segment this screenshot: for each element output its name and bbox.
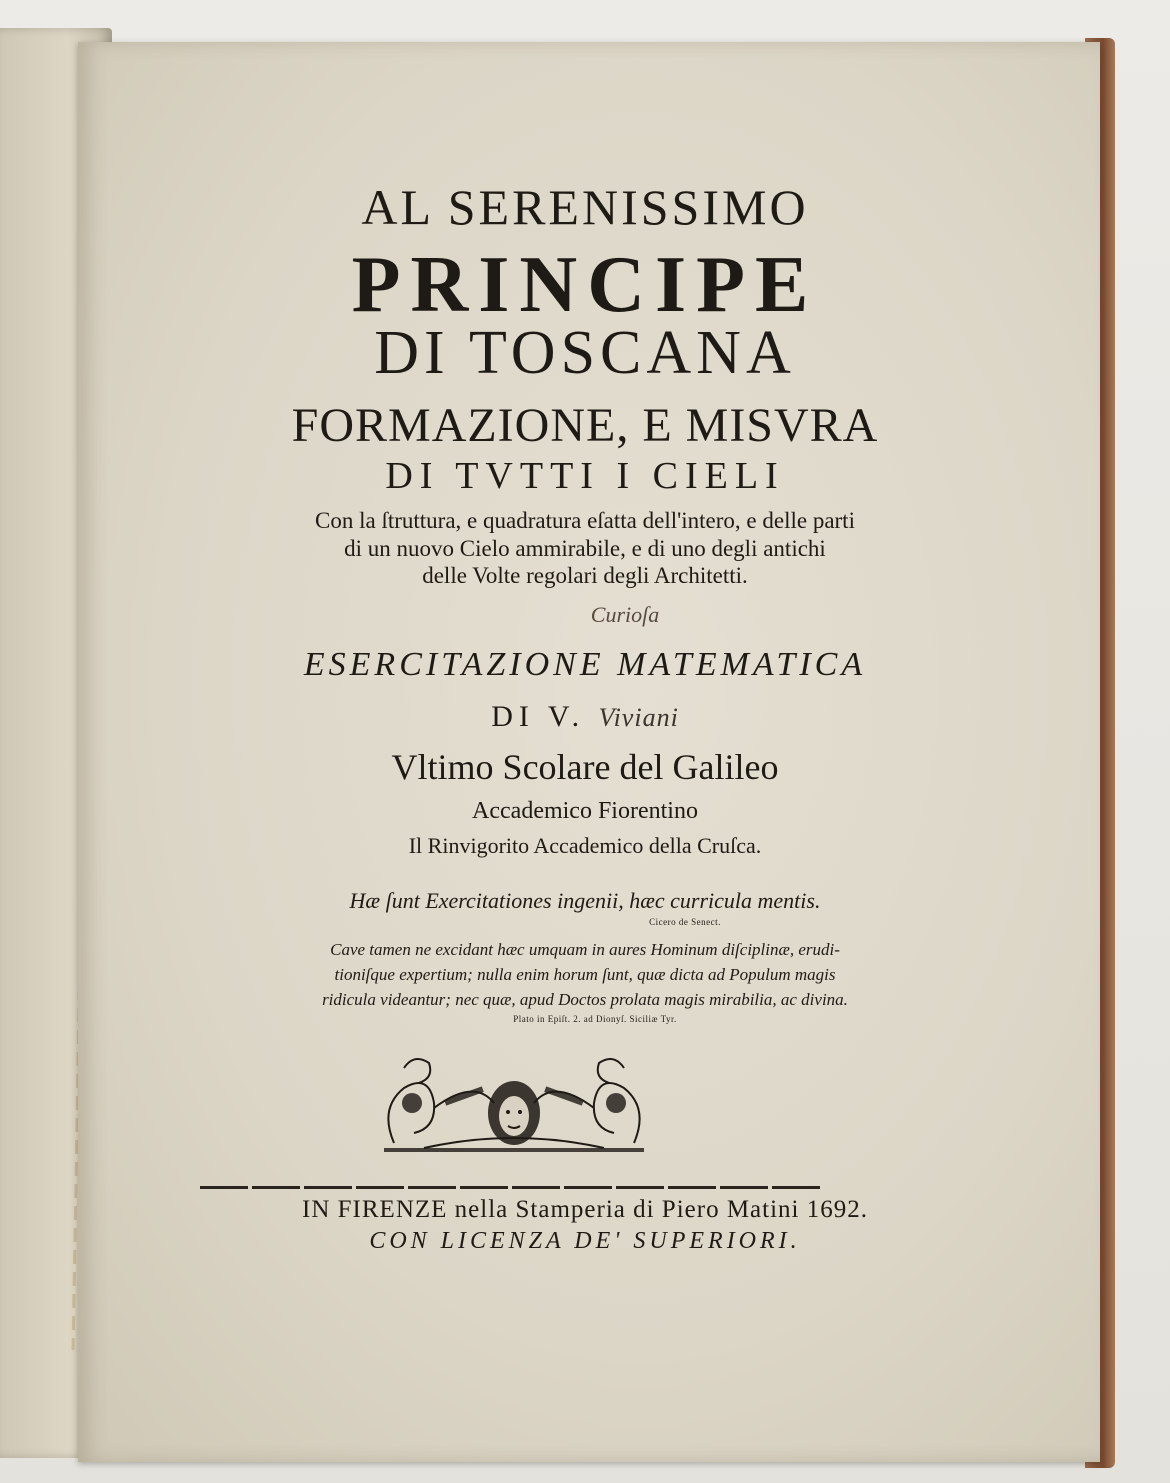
subtitle-line-3: delle Volte regolari degli Architetti. — [422, 563, 748, 588]
author-handwritten: Viviani — [598, 703, 679, 732]
academy-line: Accademico Fiorentino — [472, 798, 698, 824]
subtitle-line-1: Con la ſtruttura, e quadratura eſatta dell'intero, e delle parti — [315, 508, 855, 533]
ornamental-rule — [200, 1186, 820, 1189]
crusca-line: Il Rinvigorito Accademico della Cruſca. — [408, 833, 762, 858]
handwritten-note: Curioſa — [590, 602, 660, 627]
motto: Hæ ſunt Exercitationes ingenii, hæc curricula mentis. — [349, 888, 821, 913]
author-prefix: DI V. — [491, 700, 586, 733]
dedication-toscana: DI TOSCANA — [374, 319, 796, 387]
quote-line-2: tioniſque expertium; nulla enim horum ſunt, quæ dicta ad Populum magis — [334, 965, 836, 984]
title-cieli: DI TVTTI I CIELI — [385, 455, 785, 497]
subtitle-line-2: di un nuovo Cielo ammirabile, e di uno degli antichi — [344, 536, 826, 561]
woodcut-ornament — [374, 1048, 654, 1160]
quote-citation: Plato in Epiſt. 2. ad Dionyſ. Siciliæ Tyr. — [513, 1014, 677, 1024]
work-type: ESERCITAZIONE MATEMATICA — [303, 646, 867, 683]
imprint: IN FIRENZE nella Stamperia di Piero Matini 1692. — [302, 1196, 868, 1223]
quote-line-3: ridicula videantur; nec quæ, apud Doctos prolata magis mirabilia, ac divina. — [322, 990, 848, 1009]
title-formazione: FORMAZIONE, E MISVRA — [291, 399, 879, 452]
author-line — [0, 700, 1170, 734]
motto-citation: Cicero de Senect. — [649, 917, 721, 927]
author-title: Vltimo Scolare del Galileo — [391, 747, 779, 787]
dedication-principe: PRINCIPE — [351, 241, 819, 329]
license: CON LICENZA DE' SUPERIORI. — [369, 1228, 801, 1254]
dedication-line: AL SERENISSIMO — [361, 179, 809, 235]
quote-line-1: Cave tamen ne excidant hæc umquam in aures Hominum diſciplinæ, erudi- — [330, 940, 840, 959]
